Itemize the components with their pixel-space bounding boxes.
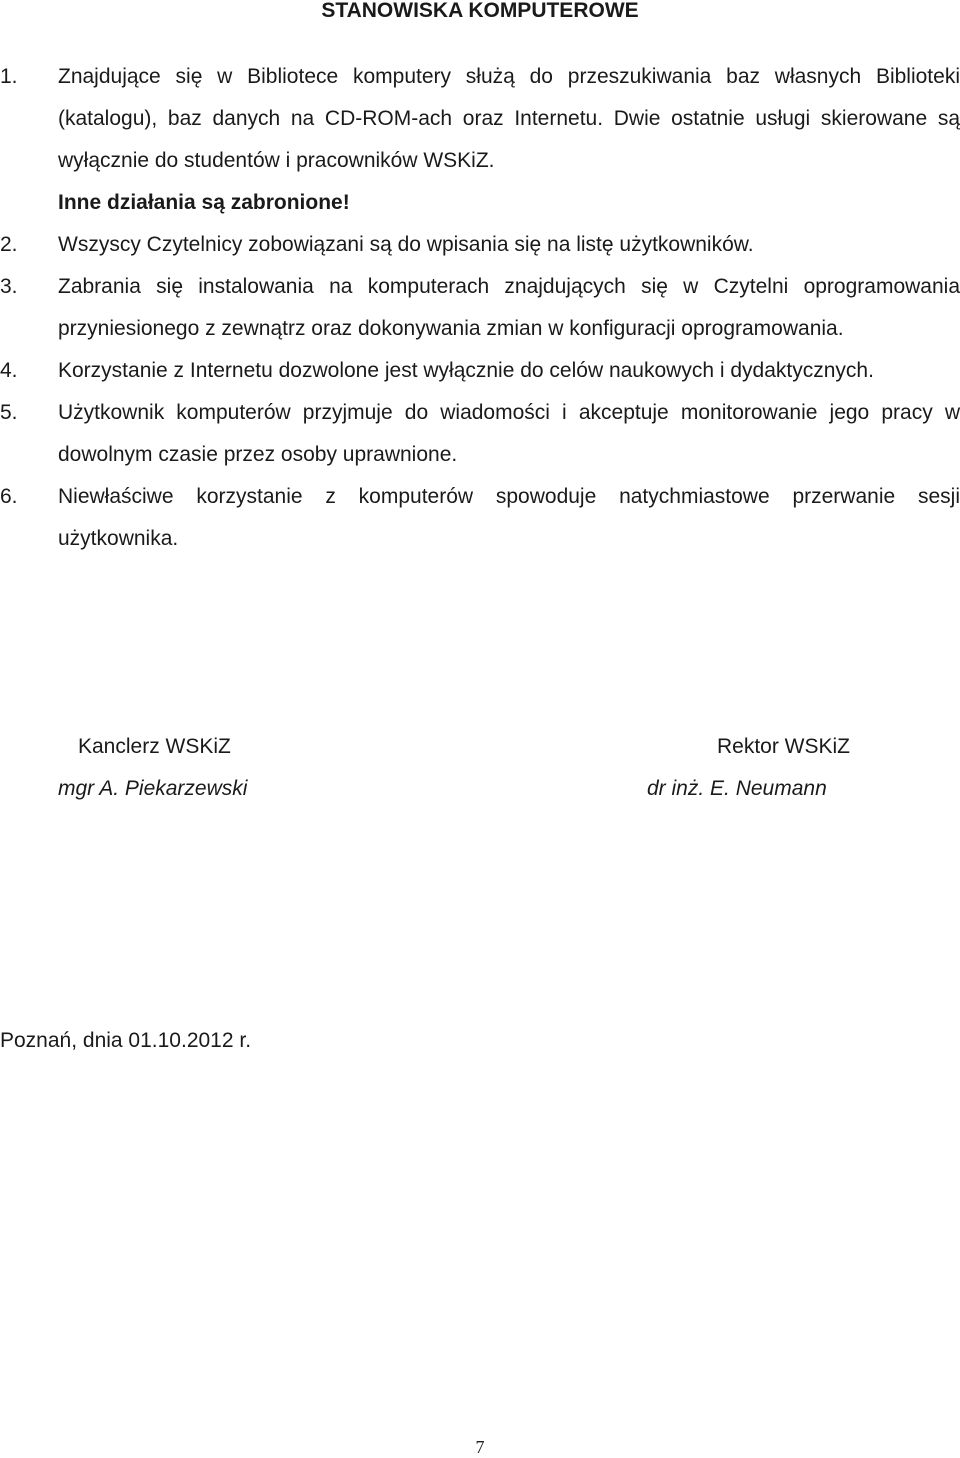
rule-text: Niewłaściwe korzystanie z komputerów spowoduje natychmiastowe przerwanie sesji użytkownika. bbox=[58, 485, 960, 550]
rule-item-2 bbox=[0, 224, 960, 266]
rule-number: 3. bbox=[0, 275, 18, 298]
rule-item-4 bbox=[0, 350, 960, 392]
rule-item-3 bbox=[0, 266, 960, 350]
rule-text: Zabrania się instalowania na komputerach znajdujących się w Czytelni oprogramowania przyniesionego z zewnątrz oraz dokonywania zmian w konfiguracji oprogramowania. bbox=[58, 275, 960, 340]
document-title: STANOWISKA KOMPUTEROWE bbox=[321, 0, 639, 22]
page-number: 7 bbox=[475, 1437, 485, 1457]
rule-text: Znajdujące się w Bibliotece komputery służą do przeszukiwania baz własnych Biblioteki (katalogu), baz danych na CD-ROM-ach oraz Internetu. Dwie ostatnie usługi skierowane są wyłącznie do studentów i pracowników WSKiZ. bbox=[58, 65, 960, 172]
rule-item-5 bbox=[0, 392, 960, 476]
rule-warning: Inne działania są zabronione! bbox=[58, 191, 350, 214]
rule-text: Korzystanie z Internetu dozwolone jest wyłącznie do celów naukowych i dydaktycznych. bbox=[58, 359, 874, 382]
signature-left-name: mgr A. Piekarzewski bbox=[58, 777, 248, 800]
rule-number: 4. bbox=[0, 359, 18, 382]
rule-text: Użytkownik komputerów przyjmuje do wiadomości i akceptuje monitorowanie jego pracy w dowolnym czasie przez osoby uprawnione. bbox=[58, 401, 960, 466]
rule-number: 6. bbox=[0, 485, 18, 508]
rule-number: 2. bbox=[0, 233, 18, 256]
rule-item-1 bbox=[0, 56, 960, 224]
rule-text: Wszyscy Czytelnicy zobowiązani są do wpisania się na listę użytkowników. bbox=[58, 233, 754, 256]
rule-number: 5. bbox=[0, 401, 18, 424]
rule-item-6 bbox=[0, 476, 960, 560]
rules-list bbox=[0, 56, 960, 560]
place-and-date: Poznań, dnia 01.10.2012 r. bbox=[0, 1029, 252, 1052]
signature-left-role: Kanclerz WSKiZ bbox=[78, 735, 231, 758]
signature-right-role: Rektor WSKiZ bbox=[717, 735, 851, 758]
signature-right-name: dr inż. E. Neumann bbox=[647, 777, 827, 800]
rule-number: 1. bbox=[0, 65, 18, 88]
